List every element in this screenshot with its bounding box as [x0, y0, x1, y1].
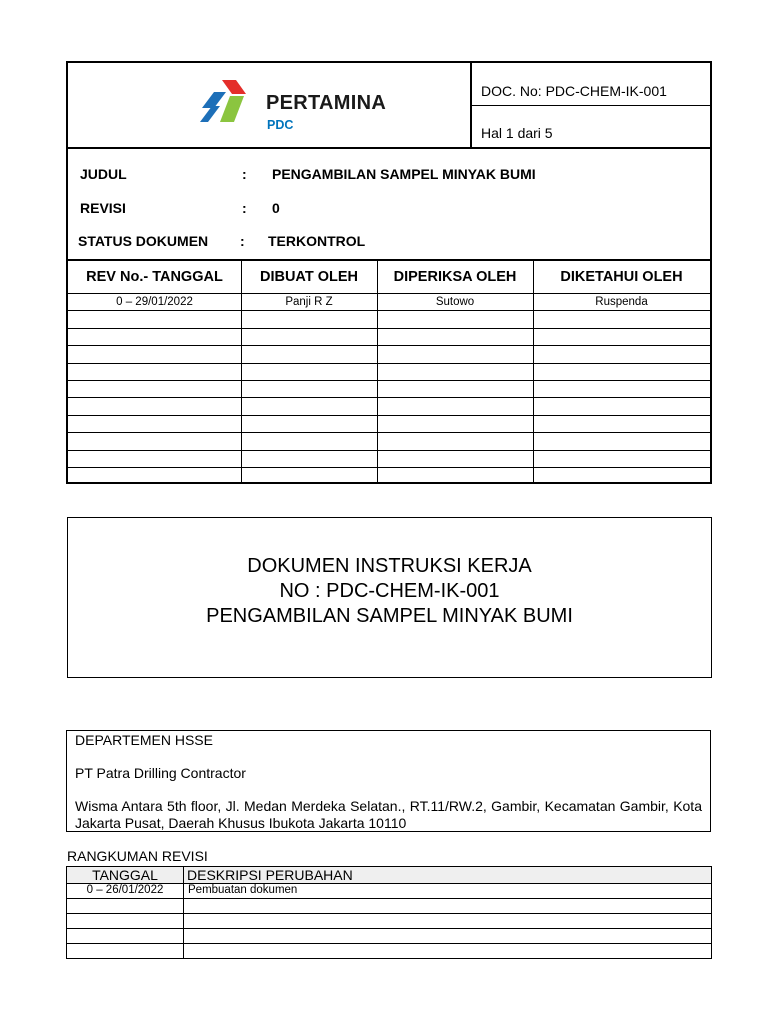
table-cell: Panji R Z	[285, 296, 333, 309]
table-row	[68, 329, 710, 346]
table-row	[67, 944, 711, 959]
table-row	[68, 381, 710, 398]
title-line: NO : PDC-CHEM-IK-001	[279, 580, 500, 602]
revision-summary-table	[66, 866, 712, 959]
page-indicator: Hal 1 dari 5	[481, 125, 553, 141]
col-header: DIBUAT OLEH	[259, 269, 358, 285]
col-header: REV No.- TANGGAL	[86, 269, 223, 285]
info-value: TERKONTROL	[268, 233, 366, 249]
company-address: Wisma Antara 5th floor, Jl. Medan Merdeka Selatan., RT.11/RW.2, Gambir, Kecamatan Gambir, Kota Jakarta Pusat, Daerah Khusus Ibukota Jakarta 10110	[75, 798, 702, 831]
table-row	[67, 884, 711, 899]
info-label: JUDUL	[80, 166, 127, 182]
table-row	[68, 311, 710, 328]
table-row	[67, 929, 711, 944]
department-name: DEPARTEMEN HSSE	[75, 732, 213, 748]
table-divider	[183, 867, 184, 958]
table-cell: Ruspenda	[595, 296, 648, 309]
table-row	[68, 346, 710, 363]
title-line: DOKUMEN INSTRUKSI KERJA	[247, 555, 532, 577]
pertamina-logo-icon	[200, 78, 256, 124]
table-cell: 0 – 26/01/2022	[86, 884, 164, 896]
company-name: PT Patra Drilling Contractor	[75, 765, 246, 781]
summary-header	[67, 867, 711, 884]
info-label: STATUS DOKUMEN	[78, 233, 209, 249]
doc-meta-cell	[472, 63, 710, 149]
brand-sub: PDC	[267, 118, 294, 132]
department-box	[66, 730, 711, 832]
table-row	[67, 899, 711, 914]
table-row	[67, 914, 711, 929]
table-row	[68, 416, 710, 433]
info-label: REVISI	[80, 200, 126, 216]
summary-label: RANGKUMAN REVISI	[67, 848, 208, 864]
table-cell: Pembuatan dokumen	[188, 884, 298, 896]
table-row	[68, 451, 710, 468]
info-colon: :	[240, 233, 245, 249]
table-row	[68, 433, 710, 450]
document-title-box	[67, 517, 712, 678]
document-header	[66, 61, 712, 484]
info-value: PENGAMBILAN SAMPEL MINYAK BUMI	[272, 166, 536, 182]
table-row	[68, 364, 710, 381]
brand-name: PERTAMINA	[266, 92, 387, 114]
title-line: PENGAMBILAN SAMPEL MINYAK BUMI	[206, 605, 573, 627]
info-value: 0	[272, 200, 280, 216]
table-cell: 0 – 29/01/2022	[116, 296, 193, 309]
logo-cell	[68, 63, 472, 149]
col-header: DIKETAHUI OLEH	[560, 269, 683, 285]
table-row	[68, 294, 710, 311]
table-cell: Sutowo	[435, 296, 475, 309]
table-row	[68, 468, 710, 485]
info-colon: :	[242, 166, 247, 182]
col-header: DIPERIKSA OLEH	[393, 269, 517, 285]
info-colon: :	[242, 200, 247, 216]
info-section	[68, 149, 710, 261]
col-header: TANGGAL	[92, 867, 158, 883]
revision-table-header	[68, 261, 710, 294]
col-header: DESKRIPSI PERUBAHAN	[187, 867, 353, 883]
doc-number: DOC. No: PDC-CHEM-IK-001	[472, 63, 710, 106]
table-row	[68, 398, 710, 415]
